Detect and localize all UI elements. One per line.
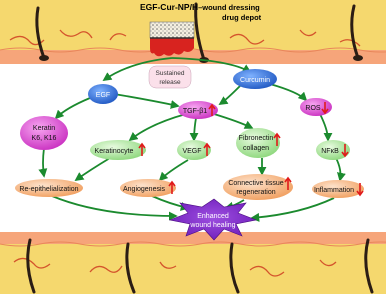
svg-text:Inflammation: Inflammation bbox=[313, 187, 355, 194]
node-vegf bbox=[177, 140, 211, 160]
arrow-egf-to-tgf bbox=[114, 94, 178, 106]
node-connective-tissue bbox=[223, 174, 293, 200]
arrow-tgf-to-keratinocyte bbox=[130, 114, 186, 140]
sustained-release-label bbox=[149, 66, 191, 88]
node-tgf bbox=[178, 101, 218, 119]
svg-text:regeneration: regeneration bbox=[236, 189, 276, 196]
skin-bottom-band bbox=[0, 232, 386, 294]
arrow-inflammation-to-enhanced bbox=[252, 198, 334, 218]
node-angiogenesis bbox=[120, 179, 176, 197]
node-curcumin bbox=[233, 69, 277, 89]
node-inflammation bbox=[312, 180, 364, 198]
title-main: EGF-Cur-NP/H bbox=[140, 2, 199, 12]
node-egf bbox=[88, 84, 118, 104]
title-suffix: –wound dressing bbox=[198, 3, 260, 12]
svg-text:Keratinocyte: Keratinocyte bbox=[94, 148, 134, 155]
svg-text:Sustained: Sustained bbox=[155, 70, 185, 77]
pathway-arrows bbox=[43, 58, 341, 218]
svg-text:VEGF: VEGF bbox=[182, 148, 202, 155]
arrow-ros-to-nfkb bbox=[320, 114, 328, 140]
arrow-vegf-to-angio bbox=[160, 160, 188, 180]
svg-text:EGF-Cur-NP/H–wound dressing bbox=[140, 2, 260, 12]
arrow-keratinocyte-to-reepith bbox=[76, 158, 110, 180]
node-keratin bbox=[20, 116, 68, 150]
svg-text:TGF-β1: TGF-β1 bbox=[182, 108, 208, 115]
svg-text:K6, K16: K6, K16 bbox=[31, 135, 57, 142]
node-nfkb bbox=[316, 140, 350, 160]
arrow-egf-to-keratin bbox=[56, 98, 90, 118]
svg-text:EGF: EGF bbox=[95, 92, 111, 99]
arrow-tgf-to-fibronectin bbox=[214, 114, 252, 128]
svg-text:ROS: ROS bbox=[305, 105, 321, 112]
svg-text:Fibronectin: Fibronectin bbox=[238, 135, 274, 142]
arrow-keratin-to-reepith bbox=[43, 148, 44, 176]
svg-text:Connective tissue: Connective tissue bbox=[228, 180, 284, 187]
svg-text:NFκB: NFκB bbox=[321, 148, 339, 155]
node-fibronectin bbox=[236, 128, 280, 158]
arrow-tgf-to-vegf bbox=[194, 118, 196, 140]
svg-text:Keratin: Keratin bbox=[32, 125, 56, 132]
svg-text:collagen: collagen bbox=[242, 145, 270, 152]
svg-text:release: release bbox=[159, 79, 181, 86]
svg-text:Re-epithelialization: Re-epithelialization bbox=[19, 186, 79, 193]
title-line2: drug depot bbox=[222, 13, 262, 22]
node-reepithelialization bbox=[15, 179, 83, 197]
arrow-curcumin-to-ros bbox=[270, 84, 306, 100]
svg-text:Enhanced: Enhanced bbox=[197, 213, 229, 220]
arrow-nfkb-to-inflammation bbox=[336, 158, 341, 180]
arrow-curcumin-to-tgf bbox=[220, 86, 240, 104]
node-keratinocyte bbox=[90, 140, 146, 160]
svg-text:Angiogenesis: Angiogenesis bbox=[122, 186, 166, 193]
svg-text:Curcumin: Curcumin bbox=[240, 77, 270, 84]
svg-text:wound healing: wound healing bbox=[190, 222, 236, 229]
node-ros bbox=[300, 98, 332, 116]
drug-depot-icon bbox=[150, 22, 194, 56]
